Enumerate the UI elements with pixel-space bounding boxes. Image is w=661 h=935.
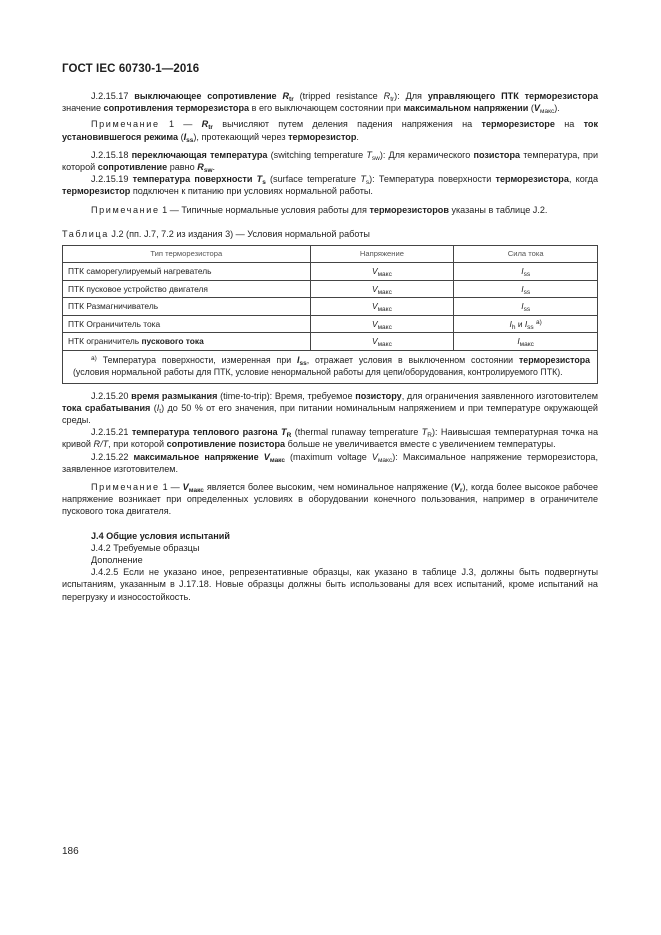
- table-row: [63, 263, 598, 281]
- standard-header: ГОСТ IEC 60730-1—2016: [62, 63, 200, 75]
- cell-current: $I_{ss}$: [454, 263, 598, 281]
- cell-current: $I_{макс}$: [454, 333, 598, 351]
- paragraph-j21520: J.2.15.20 время размыкания (time-to-trip): Время, требуемое позистору, для ограничения заявленного изготовителем тока срабатывания $(I_t)$ до 50 % от его значения, при питании номинальным напряжением и при температуре окружающей среды.: [62, 390, 599, 425]
- paragraph-j425: J.4.2.5 Если не указано иное, репрезентативные образцы, как указано в таблице J.3, должны быть подвергнуты испытаниям, указанным в J.17.18. Новые образцы должны быть использованы для всех испытаний, кроме испытаний на перегрузку и износостойкость.: [62, 567, 598, 602]
- document-body: [62, 90, 598, 603]
- cell-current: $I_{ss}$: [454, 280, 598, 298]
- header-current: Сила тока: [454, 246, 598, 263]
- normal-conditions-table: [62, 245, 598, 384]
- cell-current: $I_{ss}$: [454, 298, 598, 316]
- cell-type: ПТК Размагничиватель: [63, 298, 311, 316]
- cell-type: ПТК пусковое устройство двигателя: [63, 280, 311, 298]
- page-number: 186: [62, 846, 79, 857]
- table-caption: Таблица J.2 (пп. J.7, 7.2 из издания 3) — Условия нормальной работы: [62, 228, 370, 239]
- table-row: [63, 333, 598, 351]
- paragraph-j21517: J.2.15.17 выключающее сопротивление $R_{tr}$ (tripped resistance $R_{tr}$): Для управляющего ПТК терморезистора значение сопротивления терморезистора в его выключающем состоянии при максимальном напряжении $(V_{макс})$.: [62, 91, 598, 116]
- cell-voltage: $V_{макс}$: [310, 298, 454, 316]
- cell-voltage: $V_{макс}$: [310, 315, 454, 333]
- paragraph-j21519: J.2.15.19 температура поверхности $T_s$ (surface temperature $T_s$): Температура поверхности терморезистора, когда терморезистор подключен к питанию при условиях нормальной работы.: [62, 174, 599, 197]
- paragraph-j21521: J.2.15.21 температура теплового разгона $T_R$ (thermal runaway temperature $T_R$): Наивысшая температурная точка на кривой R/T, при которой сопротивление позистора больше не увеличивается вместе с увеличением температуры.: [62, 427, 599, 450]
- cell-voltage: $V_{макс}$: [310, 280, 454, 298]
- table-footnote: $^{a)}$ Температура поверхности, измеренная при $I_{ss}$, отражает условия в выключенном состоянии терморезистора (условия нормальной работы для ПТК, условие ненормальной работы для цепи/оборудования, контролируемого ПТК).: [63, 350, 598, 383]
- paragraph-j21518: J.2.15.18 переключающая температура (switching temperature $T_{sw}$): Для керамического позистора температура, при которой сопротивление равно $R_{sw}$.: [62, 149, 599, 175]
- note-rtr: Примечание 1 — $R_{tr}$ вычисляют путем деления падения напряжения на терморезисторе на ток установившегося режима $(I_{ss})$, протекающий через терморезистор.: [62, 119, 599, 144]
- note-vmax: Примечание 1 — $V_{макс}$ является более высоким, чем номинальное напряжение $(V_r)$, когда более высокое рабочее напряжение возникает при определенных условиях в оборудовании конечного пользования, например в ограничителе пускового тока двигателя.: [62, 481, 599, 517]
- table-row: [63, 298, 598, 316]
- cell-voltage: $V_{макс}$: [310, 263, 454, 281]
- addition-label: Дополнение: [91, 554, 143, 565]
- header-voltage: Напряжение: [310, 246, 454, 263]
- cell-type: ПТК саморегулируемый нагреватель: [63, 263, 311, 281]
- table-header-row: [63, 246, 598, 263]
- note-typical-conditions: Примечание 1 — Типичные нормальные условия работы для терморезисторов указаны в таблице J.2.: [91, 204, 548, 215]
- header-type: Тип терморезистора: [63, 246, 311, 263]
- cell-type: ПТК Ограничитель тока: [63, 315, 311, 333]
- table-footnote-row: [63, 350, 598, 383]
- paragraph-j21522: J.2.15.22 максимальное напряжение $V_{макс}$ (maximum voltage $V_{макс}$): Максимальное напряжение терморезистора, заявленное изготовителем.: [62, 451, 598, 474]
- subsection-j42: J.4.2 Требуемые образцы: [91, 542, 200, 553]
- cell-voltage: $V_{макс}$: [310, 333, 454, 351]
- table-row: [63, 315, 598, 333]
- cell-current: $I_h$ и $I_{ss}$ $^{a)}$: [454, 315, 598, 333]
- cell-type: НТК ограничитель пускового тока: [63, 333, 311, 351]
- table-row: [63, 280, 598, 298]
- section-heading-j4: J.4 Общие условия испытаний: [91, 530, 230, 541]
